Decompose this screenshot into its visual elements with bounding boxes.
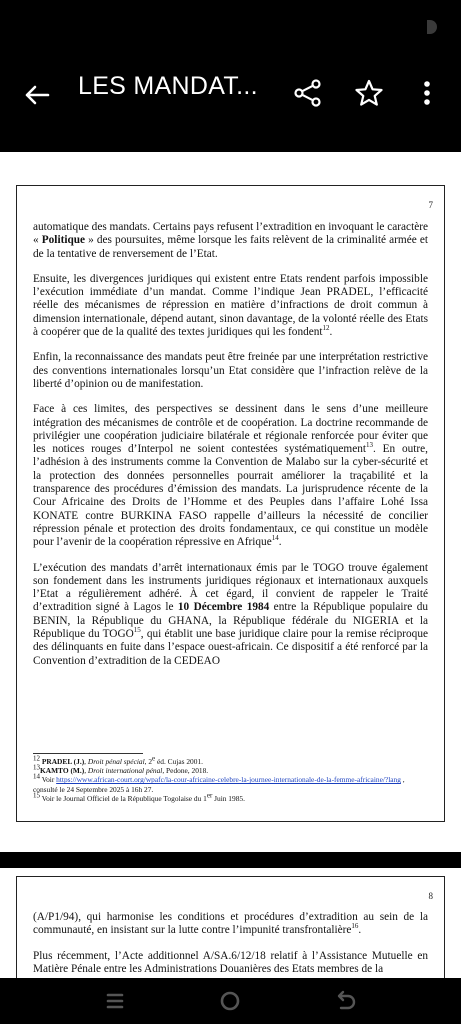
arrow-left-icon[interactable] [22,80,52,110]
more-vertical-icon[interactable] [415,78,439,108]
document-page-8 [0,868,461,978]
battery-icon [427,20,437,34]
footnote-ref: e [152,754,156,763]
footnote-ref: 12 [322,324,330,333]
page-separator [0,152,461,165]
paragraph: Enfin, la reconnaissance des mandats peut être freinée par une interprétation restrictive des conventions internationales lorsqu’un Etat considère que l’infraction relève de la liberté d’opinion ou de manifestation. [33,351,428,390]
paragraph: L’exécution des mandats d’arrêt internationaux émis par le TOGO trouve également son fondement dans les instruments juridiques régionaux et internationaux auxquels l’Etat a régulièrement adhéré. À cet égard, il convient de rappeler le Traité d’extradition signé à Lagos le 10 Décembre 1984 entre la République populaire du BENIN, la République du GHANA, la République fédérale du NIGERIA et la République du TOGO$^{15}$, qui établit une base juridique claire pour la remise réciproque des délinquants en fuite dans l’espace ouest-africain. Ce dispositif a été renforcé par la Convention d’extradition de la CEDEAO [33,561,428,667]
paragraph: Plus récemment, l’Acte additionnel A/SA.6/12/18 relatif à l’Assistance Mutuelle en Matière Pénale entre les Administrations Douanières des Etats membres de la [33,949,428,975]
page-number: 7 [428,200,433,210]
back-arrow-icon[interactable] [333,988,359,1014]
bold-text: Politique [41,234,86,247]
footnote: $^{14}$ Voir https://www.african-court.org/wpafc/la-cour-africaine-celebre-la-journee-internationale-de-la-femme-africaine/?lang , consulté le 24 Septembre 2025 à 16h 27. [33,772,405,794]
bold-text: KAMTO (M.) [40,766,85,776]
recent-apps-icon[interactable] [102,988,128,1014]
app-bar [0,62,461,132]
share-icon[interactable] [293,78,323,108]
paragraph: Ensuite, les divergences juridiques qui existent entre Etats rendent parfois impossible l’exécution immédiate d’un mandat. Comme l’indique Jean PRADEL, l’efficacité réelle des mécanismes de répression en matière d’infractions de droit commun à dimension internationale, dépend autant, sinon davantage, de la volonté réelle des Etats à coopérer que de la qualité des textes juridiques qui les fondent$^{12}$. [33,272,428,339]
navigation-bar [0,978,461,1024]
footnote-ref: 13 [33,763,40,772]
bold-text: 10 Décembre 1984 [177,601,270,614]
paragraph: Face à ces limites, des perspectives se dessinent dans le sens d’une meilleure intégration des mécanismes de contrôle et de coopération. La doctrine recommande de privilégier une coopération judiciaire bilatérale et régionale renforcée pour éviter que les notices rouges d’Interpol ne soient contestées systématiquement$^{13}$. En outre, l’adhésion à des instruments comme la Convention de Malabo sur la cyber-sécurité et la protection des données personnelles pourrait améliorer la traçabilité et la transparence des procédures d’émission des mandats. La jurisprudence récente de la Cour Africaine des Droits de l’Homme et des Peuples dans l’affaire Lohé Issa KONATE contre BURKINA FASO rappelle d’ailleurs la nécessité de concilier répression pénale et protection des droits fondamentaux, ce qui constitue un modèle pour l’avenir de la coopération répressive en Afrique$^{14}$. [33,403,429,549]
footnote-ref: er [206,791,213,800]
footnote-rule [33,753,143,754]
footnotes [33,754,430,803]
paragraph: (A/P1/94), qui harmonise les conditions et procédures d’extradition au sein de la communauté, en insistant sur la lutte contre l’impunité transfrontalière$^{16}$. [33,911,428,937]
footnote-ref: 15 [33,791,40,800]
home-circle-icon[interactable] [217,988,243,1014]
footnote: $^{15}$ Voir le Journal Officiel de la République Togolaise du 1er Juin 1985. [33,791,245,803]
italic-text: Droit pénal spécial [87,757,145,766]
page-frame [16,876,445,978]
footnote: $^{13}$KAMTO (M.), Droit international pénal, Pedone, 2018. [33,763,209,776]
footnote: $^{12}$ PRADEL (J.), Droit pénal spécial, 2e éd. Cujas 2001. [33,754,203,766]
paragraph: automatique des mandats. Certains pays refusent l’extradition en invoquant le caractère « Politique » des poursuites, même lorsque les faits relèvent de la criminalité armée et de la tentative de renversement de l’Etat. [33,221,428,260]
footnote-ref: 14 [33,772,40,781]
document-page-7 [0,165,461,852]
page-number: 8 [428,891,433,901]
footnote-link[interactable]: https://www.african-court.org/wpafc/la-cour-africaine-celebre-la-journee-internationale-de-la-femme-africaine/?lang [56,775,401,785]
footnote-ref: 15 [133,626,141,635]
footnote-ref: 16 [351,922,359,931]
page-frame [16,185,445,822]
italic-text: Droit international pénal [87,766,163,776]
page-body [33,221,428,680]
status-bar [0,0,461,62]
footnote-ref: 13 [366,441,374,450]
footnote-ref: 14 [271,534,279,543]
star-outline-icon[interactable] [354,78,384,108]
footnote-ref: 12 [33,754,40,763]
page-body [33,911,428,978]
document-title: LES MANDAT... [78,72,258,100]
bold-text: PRADEL (J.) [41,757,85,766]
